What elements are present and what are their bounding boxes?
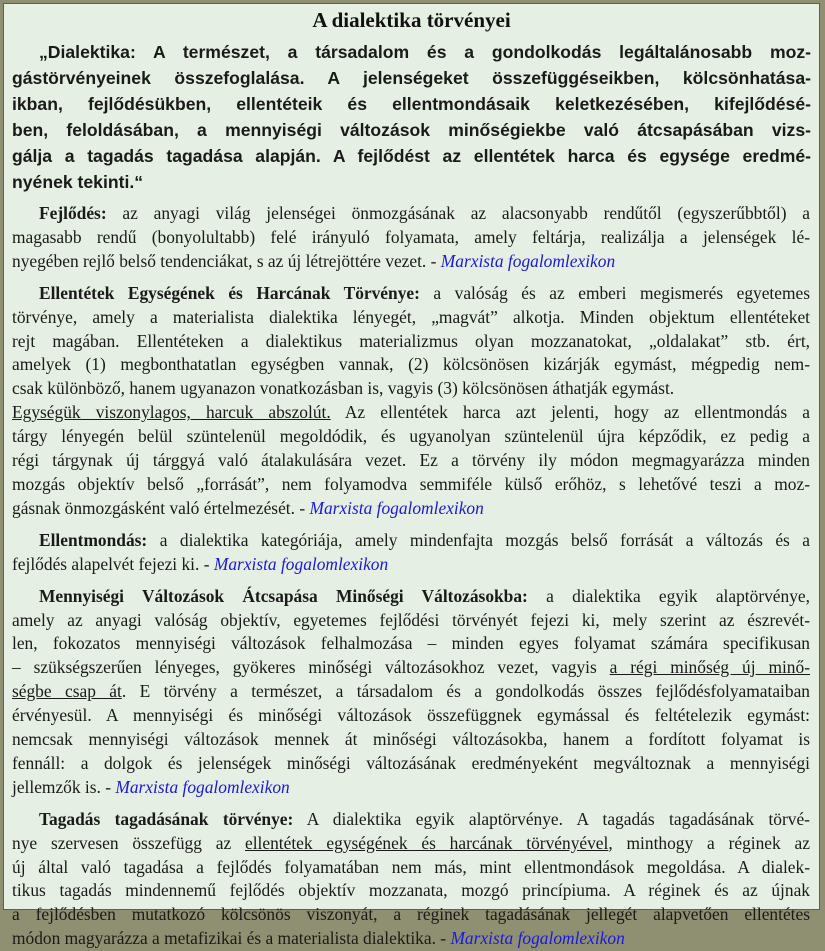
paragraph-line: érvényesül. A mennyiségi és minőségi változások összefüggnek egymással és feltételezik egymást: [12,705,810,726]
paragraph-line: nemcsak mennyiségi változások mennek át minőségi változásokba, hanem a fordított folyamat is [12,729,810,750]
paragraph-ellentetek [4,282,819,521]
paragraph-line [12,927,810,951]
source-link[interactable]: Marxista fogalomlexikon [450,928,625,949]
text-span: gásnak önmozgásként való értelmezését. - [12,497,310,518]
source-link[interactable]: Marxista fogalomlexikon [309,497,484,518]
underlined-text: Egységük viszonylagos, harcuk abszolút. [12,402,331,423]
paragraph-tagadas [4,808,819,951]
underlined-text: a régi minőség új minő- [609,657,810,678]
source-link[interactable]: Marxista fogalomlexikon [440,250,616,271]
paragraph-line: tikus tagadás mindennemű fejlődés objektív mozzanata, mozgó princípiuma. A réginek és az újnak [12,880,810,901]
paragraph-line: mozgás objektív belső „forrását”, nem folyamodva semmiféle külső erőhöz, s lehetővé teszi a moz- [12,473,810,494]
quote-line: „Dialektika: A természet, a társadalom és a gondolkodás legáltalánosabb moz- [39,42,811,62]
text-span: a dialektika egyik alaptörvénye, [527,585,810,606]
paragraph-line [12,202,810,226]
paragraph-line [12,585,810,609]
paragraph-line [12,808,810,832]
underlined-text: ségbe csap át [12,681,122,702]
dialectics-quote [4,39,819,195]
term-fejlodes: Fejlődés: [39,203,107,223]
paragraph-line [12,250,810,274]
paragraph-line: rejt magában. Ellentéteken a dialektikus materializmus olyan mozzanatokat, „oldalakat” stb. ért, [12,330,810,351]
quote-line: gástörvényeinek összefoglalása. A jelenségeket összefüggéseikben, kölcsönhatása- [12,68,811,88]
paragraph-line: régi tárgynak új tárggyá való átalakulására vezet. Ez a törvény ily módon megmagyarázza minden [12,450,810,471]
term-mennyisegi: Mennyiségi Változások Átcsapása Minőségi Változásokba: [39,585,528,606]
source-link[interactable]: Marxista fogalomlexikon [213,553,389,574]
term-ellentmondas: Ellentmondás: [39,529,148,550]
source-link[interactable]: Marxista fogalomlexikon [115,776,290,797]
paragraph-line [12,553,810,577]
quote-line: ben, feloldásában, a mennyiségi változások minőségiekbe való átcsapásában vizs- [12,120,811,140]
text-span: az anyagi világ jelenségei önmozgásának az alacsonyabb rendűtől (egyszerűbbtől) a [106,203,810,223]
paragraph-line: csak különböző, hanem ugyanazon vonatkozásban is, vagyis (3) kölcsönösen áthatják egymást. [12,378,675,399]
text-span: Az ellentétek harca azt jelenti, hogy az ellentmondás a [330,402,810,423]
paragraph-line [12,680,810,704]
paragraph-line [12,401,810,425]
paragraph-line: új által való tagadása a fejlődés folyamatában nem más, mint ellentmondások megoldása. A dialek- [12,856,810,877]
quote-line: ikban, fejlődésükben, ellentéteik és ellentmondásaik keletkezésében, kifejlődésé- [12,94,811,114]
quote-line: gálja a tagadás tagadása alapján. A fejlődést az ellentétek harca és egysége eredmé- [12,146,811,166]
term-ellentetek: Ellentétek Egységének és Harcának Törvénye: [39,282,420,303]
paragraph-line: törvénye, amely a materialista dialektika lényegét, „magvát” alkotja. Minden objektum ellentéteket [12,306,810,327]
text-span: módon magyarázza a metafizikai és a materialista dialektika. - [12,928,451,949]
paragraph-line: len, fokozatos mennyiségi változások felhalmozása – minden egyes folyamat számára specifikusan [12,633,810,654]
text-span: , minthogy a réginek az [608,832,810,853]
text-span: jellemzők is. - [12,776,116,797]
underlined-text: ellentétek egységének és harcának törvényével [245,832,609,853]
text-span: nyegében rejlő belső tendenciákat, s az új létrejöttére vezet. - [12,250,441,271]
paragraph-line [12,776,810,800]
paragraph-line [12,656,810,680]
paragraph-fejlodes [4,202,819,274]
text-span: . E törvény a természet, a társadalom és a gondolkodás összes fejlődésfolyamataiban [121,681,810,702]
paragraph-line [12,282,810,306]
page-title: A dialektika törvényei [312,8,511,32]
paragraph-line: amely az anyagi valóság objektív, egyetemes fejlődési törvényét fejezi ki, mely szerint az észrevét- [12,609,810,630]
paragraph-line [12,529,810,553]
paragraph-line: amelyek (1) megbonthatatlan egységben vannak, (2) kölcsönösen kizárják egymást, mégpedig nem- [12,354,810,375]
paragraph-line: fennáll: a dolgok és jelenségek minőségi változásának eredményeként megváltoznak a mennyiségi [12,752,810,773]
text-span: a dialektika kategóriája, amely mindenfajta mozgás belső forrását a változás és a [147,529,810,550]
text-span: – szükségszerűen lényeges, gyökeres minőségi változásokhoz vezet, vagyis [12,657,610,678]
paragraph-mennyisegi [4,585,819,800]
paragraph-line: magasabb rendű (bonyolultabb) felé irányuló folyamata, amely feltárja, realizálja a jelenségek lé- [12,226,810,247]
text-span: a valóság és az emberi megismerés egyetemes [419,282,810,303]
paragraph-line [12,832,810,856]
paragraph-line: a fejlődésben mutatkozó kölcsönös viszonyát, a réginek tagadásának jellegét alapvetően ellentétes [12,904,810,925]
text-span: fejlődés alapelvét fejezi ki. - [12,553,214,574]
paragraph-line [12,497,810,521]
quote-line: nyének tekinti.“ [12,172,144,192]
text-span: nye szervesen összefügg az [12,832,245,853]
page-frame [3,3,820,949]
paragraph-ellentmondas [4,529,819,577]
term-tagadas: Tagadás tagadásának törvénye: [39,808,294,829]
paragraph-line: tárgy lényegén belül szüntelenül megoldódik, és ugyanolyan szüntelenül újra képződik, ez pedig a [12,426,810,447]
text-span: A dialektika egyik alaptörvénye. A tagadás tagadásának törvé- [293,808,810,829]
